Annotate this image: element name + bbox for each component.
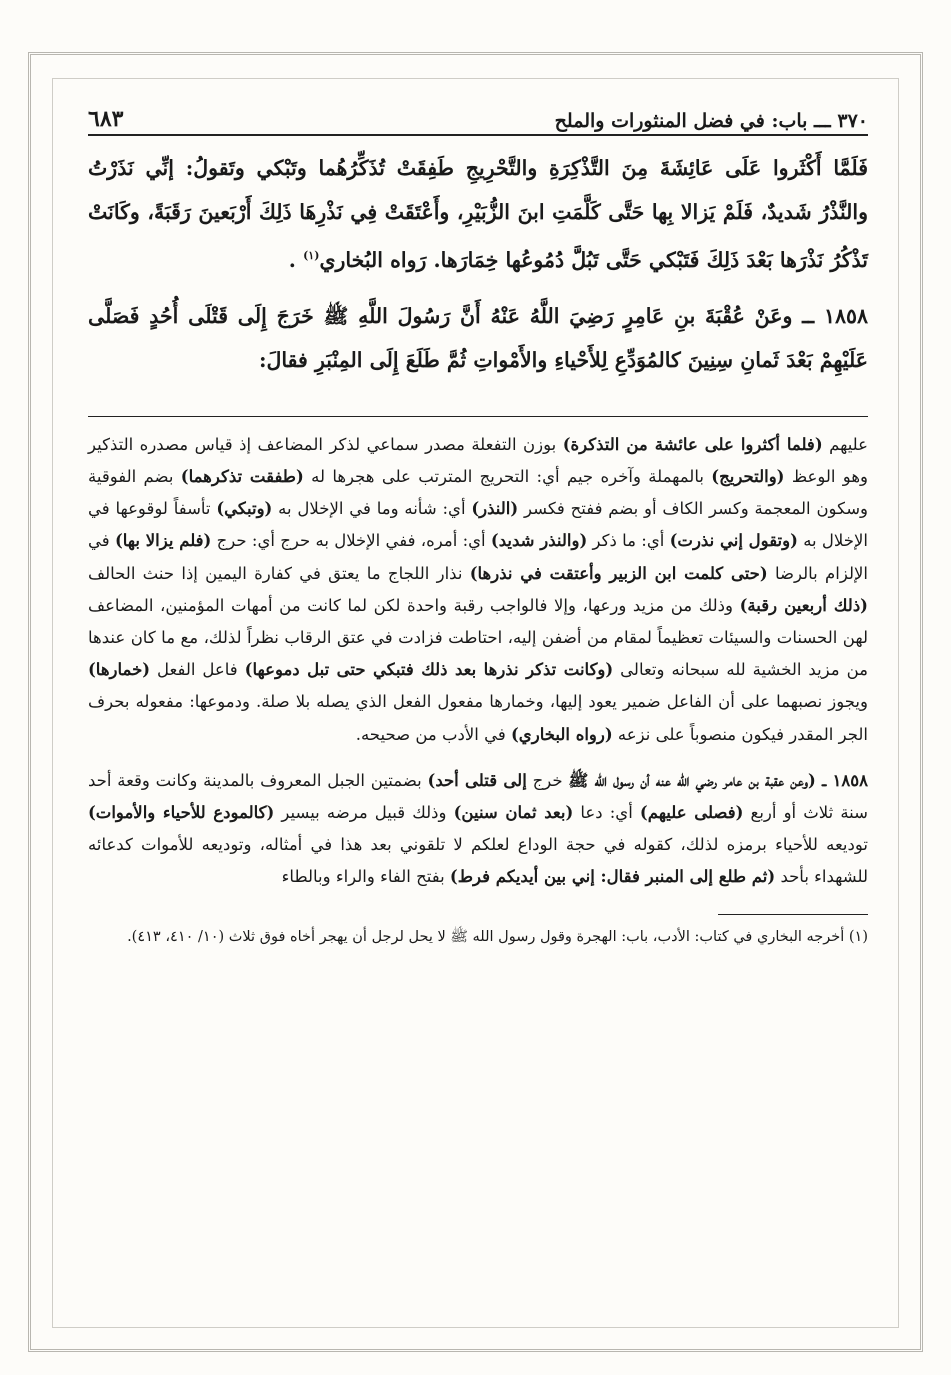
commentary-segment: بضمتين الجبل المعروف بالمدينة وكانت وقعة أحد سنة ثلاث أو أربع bbox=[88, 770, 868, 823]
commentary bbox=[88, 429, 868, 894]
quoted-text-segment: (رواه البخاري) bbox=[511, 724, 613, 744]
matn-paragraph bbox=[88, 146, 868, 282]
quoted-text-segment: ١٨٥٨ ــ bbox=[815, 770, 868, 790]
matn-end: . bbox=[288, 247, 304, 272]
hadith-number: ١٨٥٨ ــ bbox=[802, 303, 868, 328]
quoted-text-segment: (طفقت تذكرهما) bbox=[180, 467, 304, 487]
commentary-segment: نذار اللجاج ما يعتق في كفارة اليمين إذا حنث الحالف bbox=[88, 563, 470, 583]
commentary-paragraph-2 bbox=[88, 765, 868, 894]
quoted-text-segment: (ثم طلع إلى المنبر فقال: إني بين أيديكم فرط) bbox=[449, 867, 776, 887]
hadith-paragraph bbox=[88, 294, 868, 382]
commentary-segment: وذلك من مزيد ورعها، وإلا فالواجب رقبة واحدة لكن لما كانت من أمهات المؤمنين، المضاعف لهن الحسنات والسيئات تعظيماً لمقام من أضفن إليه، احتاطت فزادت في عتق الرقاب نظراً لذلك، مع ما كان عندها من مزيد الخشية لله سبحانه وتعالى bbox=[88, 595, 868, 680]
main-text bbox=[88, 146, 868, 382]
commentary-segment: فاعل الفعل bbox=[150, 660, 245, 680]
page-number: ٦٨٣ bbox=[88, 106, 124, 132]
hadith-text: وعَنْ عُقْبَةَ بنِ عَامِرٍ رَضِيَ اللَّهُ عَنْهُ أَنَّ رَسُولَ اللَّهِ ﷺ خَرَجَ إِلَى قَتْلَى أُحُدٍ فَصَلَّى عَلَيْهِمْ بَعْدَ ثَمانِ سِنِينَ كالمُوَدِّعِ لِلأَحْياءِ والأَمْواتِ ثُمَّ طَلَعَ إِلَى المِنْبَرِ فقالَ: bbox=[88, 303, 868, 372]
commentary-segment: أي: ما ذكر bbox=[587, 531, 670, 551]
commentary-segment: خرج bbox=[526, 770, 569, 790]
matn-text: فَلَمَّا أَكْثَروا عَلَى عَائِشَةَ مِنَ التَّذْكِرَةِ والتَّحْرِيجِ طَفِقَتْ تُذَكِّرُهُما وتَبْكي وتَقولُ: إنِّي نَذَرْتُ والنَّذْرُ شَديدٌ، فَلَمْ يَزالا بِها حَتَّى كَلَّمَتِ ابنَ الزُّبَيْرِ، وأَعْتَقَتْ فِي نَذْرِهَا ذَلِكَ أَرْبَعينَ رَقَبَةً، وكَانَتْ تَذْكُرُ نَذْرَها بَعْدَ ذَلِكَ فَتَبْكي حَتَّى تَبُلَّ دُمُوعُها خِمَارَها. رَواه البُخاري bbox=[88, 156, 868, 272]
commentary-segment: بفتح الفاء والراء وبالطاء bbox=[281, 867, 450, 887]
commentary-segment: تأسفاً لوقوعها في الإخلال به bbox=[88, 499, 868, 551]
commentary-segment: عليهم bbox=[822, 434, 868, 454]
commentary-segment: ويجوز نصبهما على أن الفاعل ضمير يعود إليها، وخمارها مفعول الفعل الذي يصله بلا صلة. ودموعها: مفعوله بحرف الجر المقدر فيكون منصوباً على نزعه bbox=[88, 692, 868, 744]
quoted-text-segment: (فصلى عليهم) bbox=[639, 803, 744, 823]
quoted-text-segment: (فلم يزالا بها) bbox=[114, 531, 212, 551]
quoted-text-segment: (وعن عقبة بن عامر رضي الله عنه أن رسول الله ﷺ bbox=[568, 770, 816, 790]
running-title: ٣٧٠ ـــ باب: في فضل المنثورات والملح bbox=[554, 110, 868, 132]
quoted-text-segment: (وكانت تذكر نذرها بعد ذلك فتبكي حتى تبل دموعها) bbox=[244, 660, 614, 680]
quoted-text-segment: (ذلك أربعين رقبة) bbox=[739, 595, 868, 615]
quoted-text-segment: (حتى كلمت ابن الزبير وأعتقت في نذرها) bbox=[469, 563, 768, 583]
quoted-text-segment: (بعد ثمان سنين) bbox=[453, 803, 574, 823]
footnote: (١) أخرجه البخاري في كتاب: الأدب، باب: الهجرة وقول رسول الله ﷺ لا يحل لرجل أن يهجر أخاه فوق ثلاث (١٠/ ٤١٠، ٤١٣). bbox=[127, 928, 868, 945]
quoted-text-segment: إلى قتلى أحد) bbox=[427, 770, 527, 790]
commentary-paragraph-1 bbox=[88, 429, 868, 751]
page-header bbox=[88, 92, 868, 136]
commentary-segment: أي: أمره، ففي الإخلال به حرج أي: حرج bbox=[211, 531, 491, 551]
quoted-text-segment: (والنذر شديد) bbox=[490, 531, 588, 551]
commentary-segment: وذلك قبيل مرضه بيسير bbox=[274, 803, 454, 823]
matn-separator bbox=[88, 416, 868, 417]
quoted-text-segment: (وتقول إني نذرت) bbox=[669, 531, 798, 551]
quoted-text-segment: (وتبكي) bbox=[216, 499, 273, 519]
commentary-segment: توديعه للأحياء برمزه لذلك، كقوله في حجة الوداع لعلكم لا تلقوني بعد هذا في أمثاله، وتوديعه للأموات كدعائه للشهداء بأحد bbox=[88, 835, 868, 887]
quoted-text-segment: (كالمودع للأحياء والأموات) bbox=[88, 803, 275, 823]
quoted-text-segment: (فلما أكثروا على عائشة من التذكرة) bbox=[562, 434, 823, 454]
commentary-segment: في الإلزام بالرضا bbox=[88, 531, 868, 583]
commentary-segment: بضم الفوقية وسكون المعجمة وكسر الكاف أو بضم ففتح فكسر bbox=[88, 467, 868, 519]
footnote-reference: (١) bbox=[303, 249, 320, 262]
commentary-segment: أي: دعا bbox=[573, 803, 640, 823]
commentary-segment: بوزن التفعلة مصدر سماعي لذكر المضاعف إذ قياس مصدره التذكير وهو الوعظ bbox=[88, 434, 868, 487]
quoted-text-segment: (النذر) bbox=[471, 499, 519, 519]
quoted-text-segment: (خمارها) bbox=[88, 660, 151, 680]
commentary-segment: أي: شأنه وما في الإخلال به bbox=[272, 499, 472, 519]
quoted-text-segment: (والتحريج) bbox=[711, 467, 785, 487]
commentary-segment: بالمهملة وآخره جيم أي: التحريج المترتب على هجرها له bbox=[303, 467, 712, 487]
book-page bbox=[88, 92, 868, 951]
commentary-segment: في الأدب من صحيحه. bbox=[355, 724, 511, 744]
footnote-separator bbox=[718, 914, 868, 915]
